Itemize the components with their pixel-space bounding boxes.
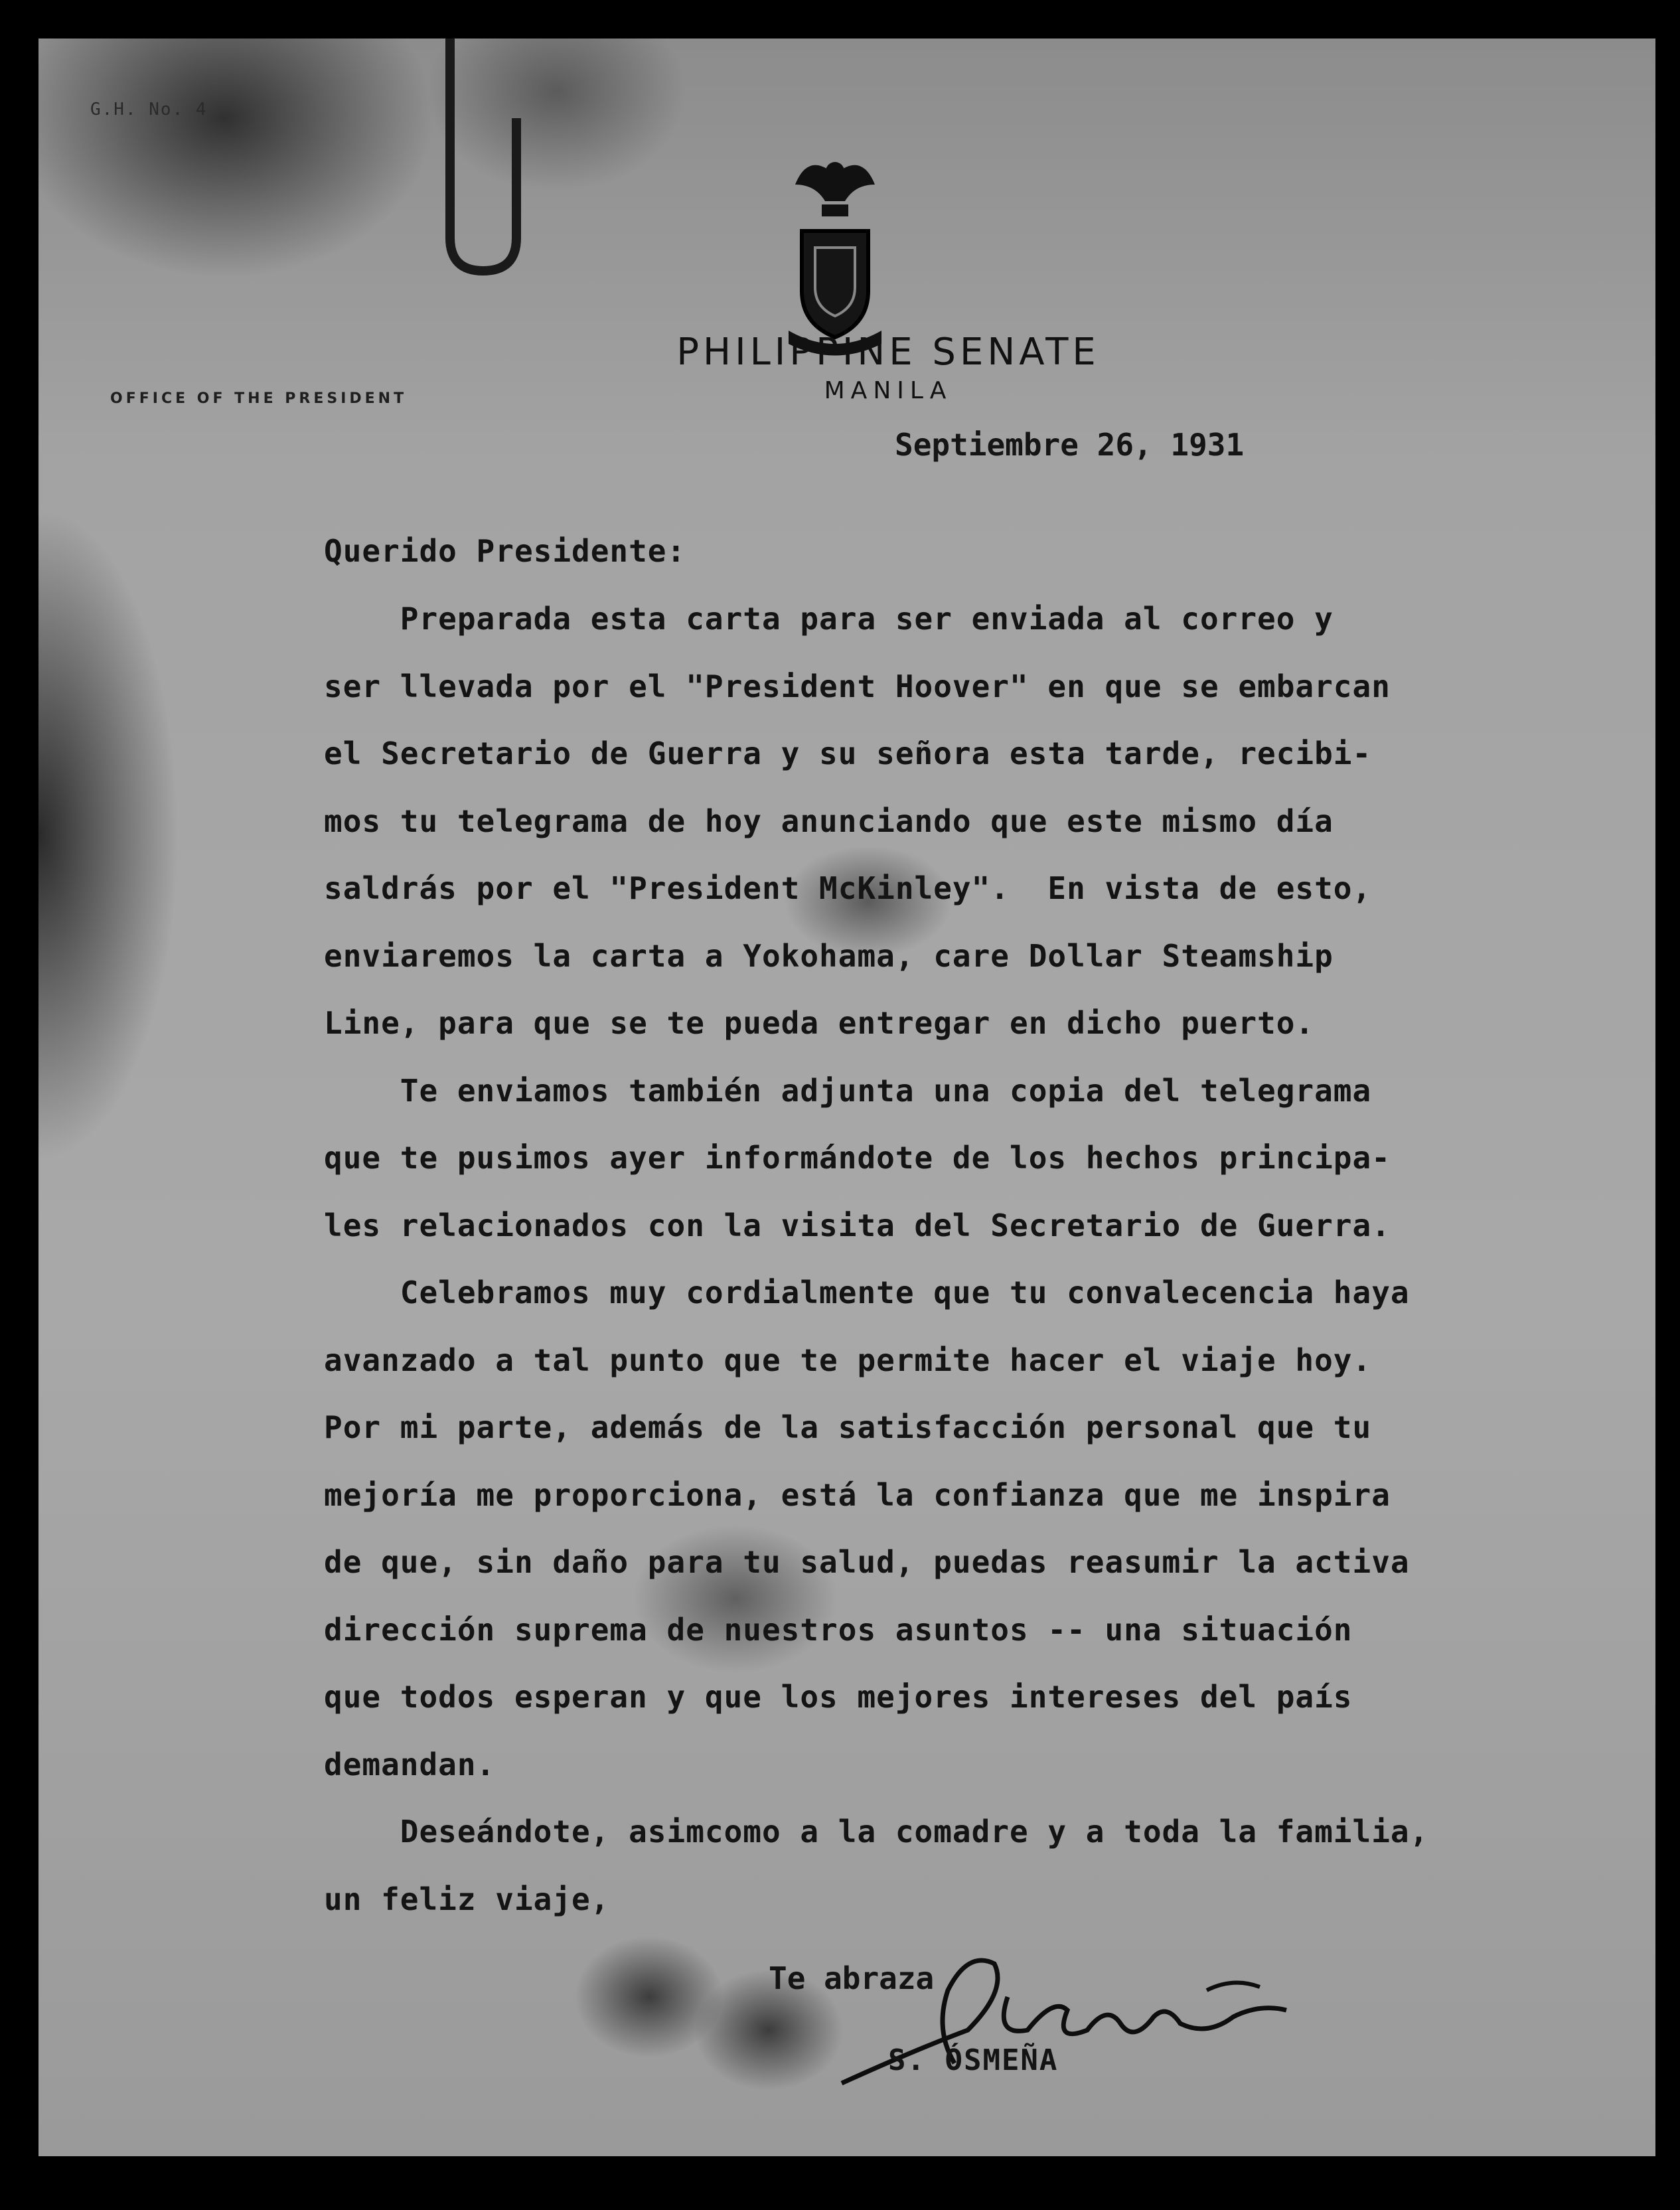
- body-line: mos tu telegrama de hoy anunciando que este mismo día: [324, 803, 1334, 839]
- body-line: dirección suprema de nuestros asuntos -- una situación: [324, 1611, 1353, 1648]
- body-line: el Secretario de Guerra y su señora esta tarde, recibi-: [324, 736, 1372, 771]
- body-line: Preparada esta carta para ser enviada al correo y: [324, 601, 1334, 637]
- letterhead-city: MANILA: [824, 377, 953, 404]
- letterhead-title: PHILIPPINE SENATE: [676, 331, 1100, 374]
- body-line: que todos esperan y que los mejores intereses del país: [324, 1679, 1353, 1715]
- office-label: OFFICE OF THE PRESIDENT: [110, 390, 408, 407]
- eagle-seal-icon: [782, 138, 888, 357]
- paperclip-icon: [410, 39, 556, 291]
- letter-sheet: [38, 39, 1655, 2156]
- body-line: Por mi parte, además de la satisfacción personal que tu: [324, 1409, 1372, 1445]
- body-line: Line, para que se te pueda entregar en dicho puerto.: [324, 1005, 1315, 1041]
- body-line: saldrás por el "President McKinley". En vista de esto,: [324, 870, 1372, 906]
- body-line: les relacionados con la visita del Secretario de Guerra.: [324, 1207, 1391, 1243]
- letter-date: Septiembre 26, 1931: [895, 427, 1245, 463]
- body-line: ser llevada por el "President Hoover" en que se embarcan: [324, 668, 1391, 704]
- body-line: demandan.: [324, 1746, 496, 1782]
- body-line: de que, sin daño para tu salud, puedas reasumir la activa: [324, 1544, 1410, 1580]
- body-line: enviaremos la carta a Yokohama, care Dollar Steamship: [324, 937, 1334, 974]
- body-line: Deseándote, asimcomo a la comadre y a toda la familia,: [324, 1814, 1429, 1850]
- body-line: Te enviamos también adjunta una copia del telegrama: [324, 1072, 1372, 1109]
- file-code: G.H. No. 4: [90, 100, 208, 119]
- body-line: mejoría me proporciona, está la confianza que me inspira: [324, 1476, 1391, 1513]
- salutation: Querido Presidente:: [324, 533, 686, 569]
- body-line: que te pusimos ayer informándote de los hechos principa-: [324, 1140, 1391, 1176]
- body-line: Celebramos muy cordialmente que tu convalecencia haya: [324, 1275, 1410, 1310]
- body-line: un feliz viaje,: [324, 1881, 610, 1917]
- letter-body: [324, 533, 1618, 2060]
- closing: Te abraza: [769, 1960, 935, 1996]
- signer-name: S. ÓSMEÑA: [888, 2043, 1059, 2077]
- body-line: avanzado a tal punto que te permite hacer el viaje hoy.: [324, 1342, 1372, 1378]
